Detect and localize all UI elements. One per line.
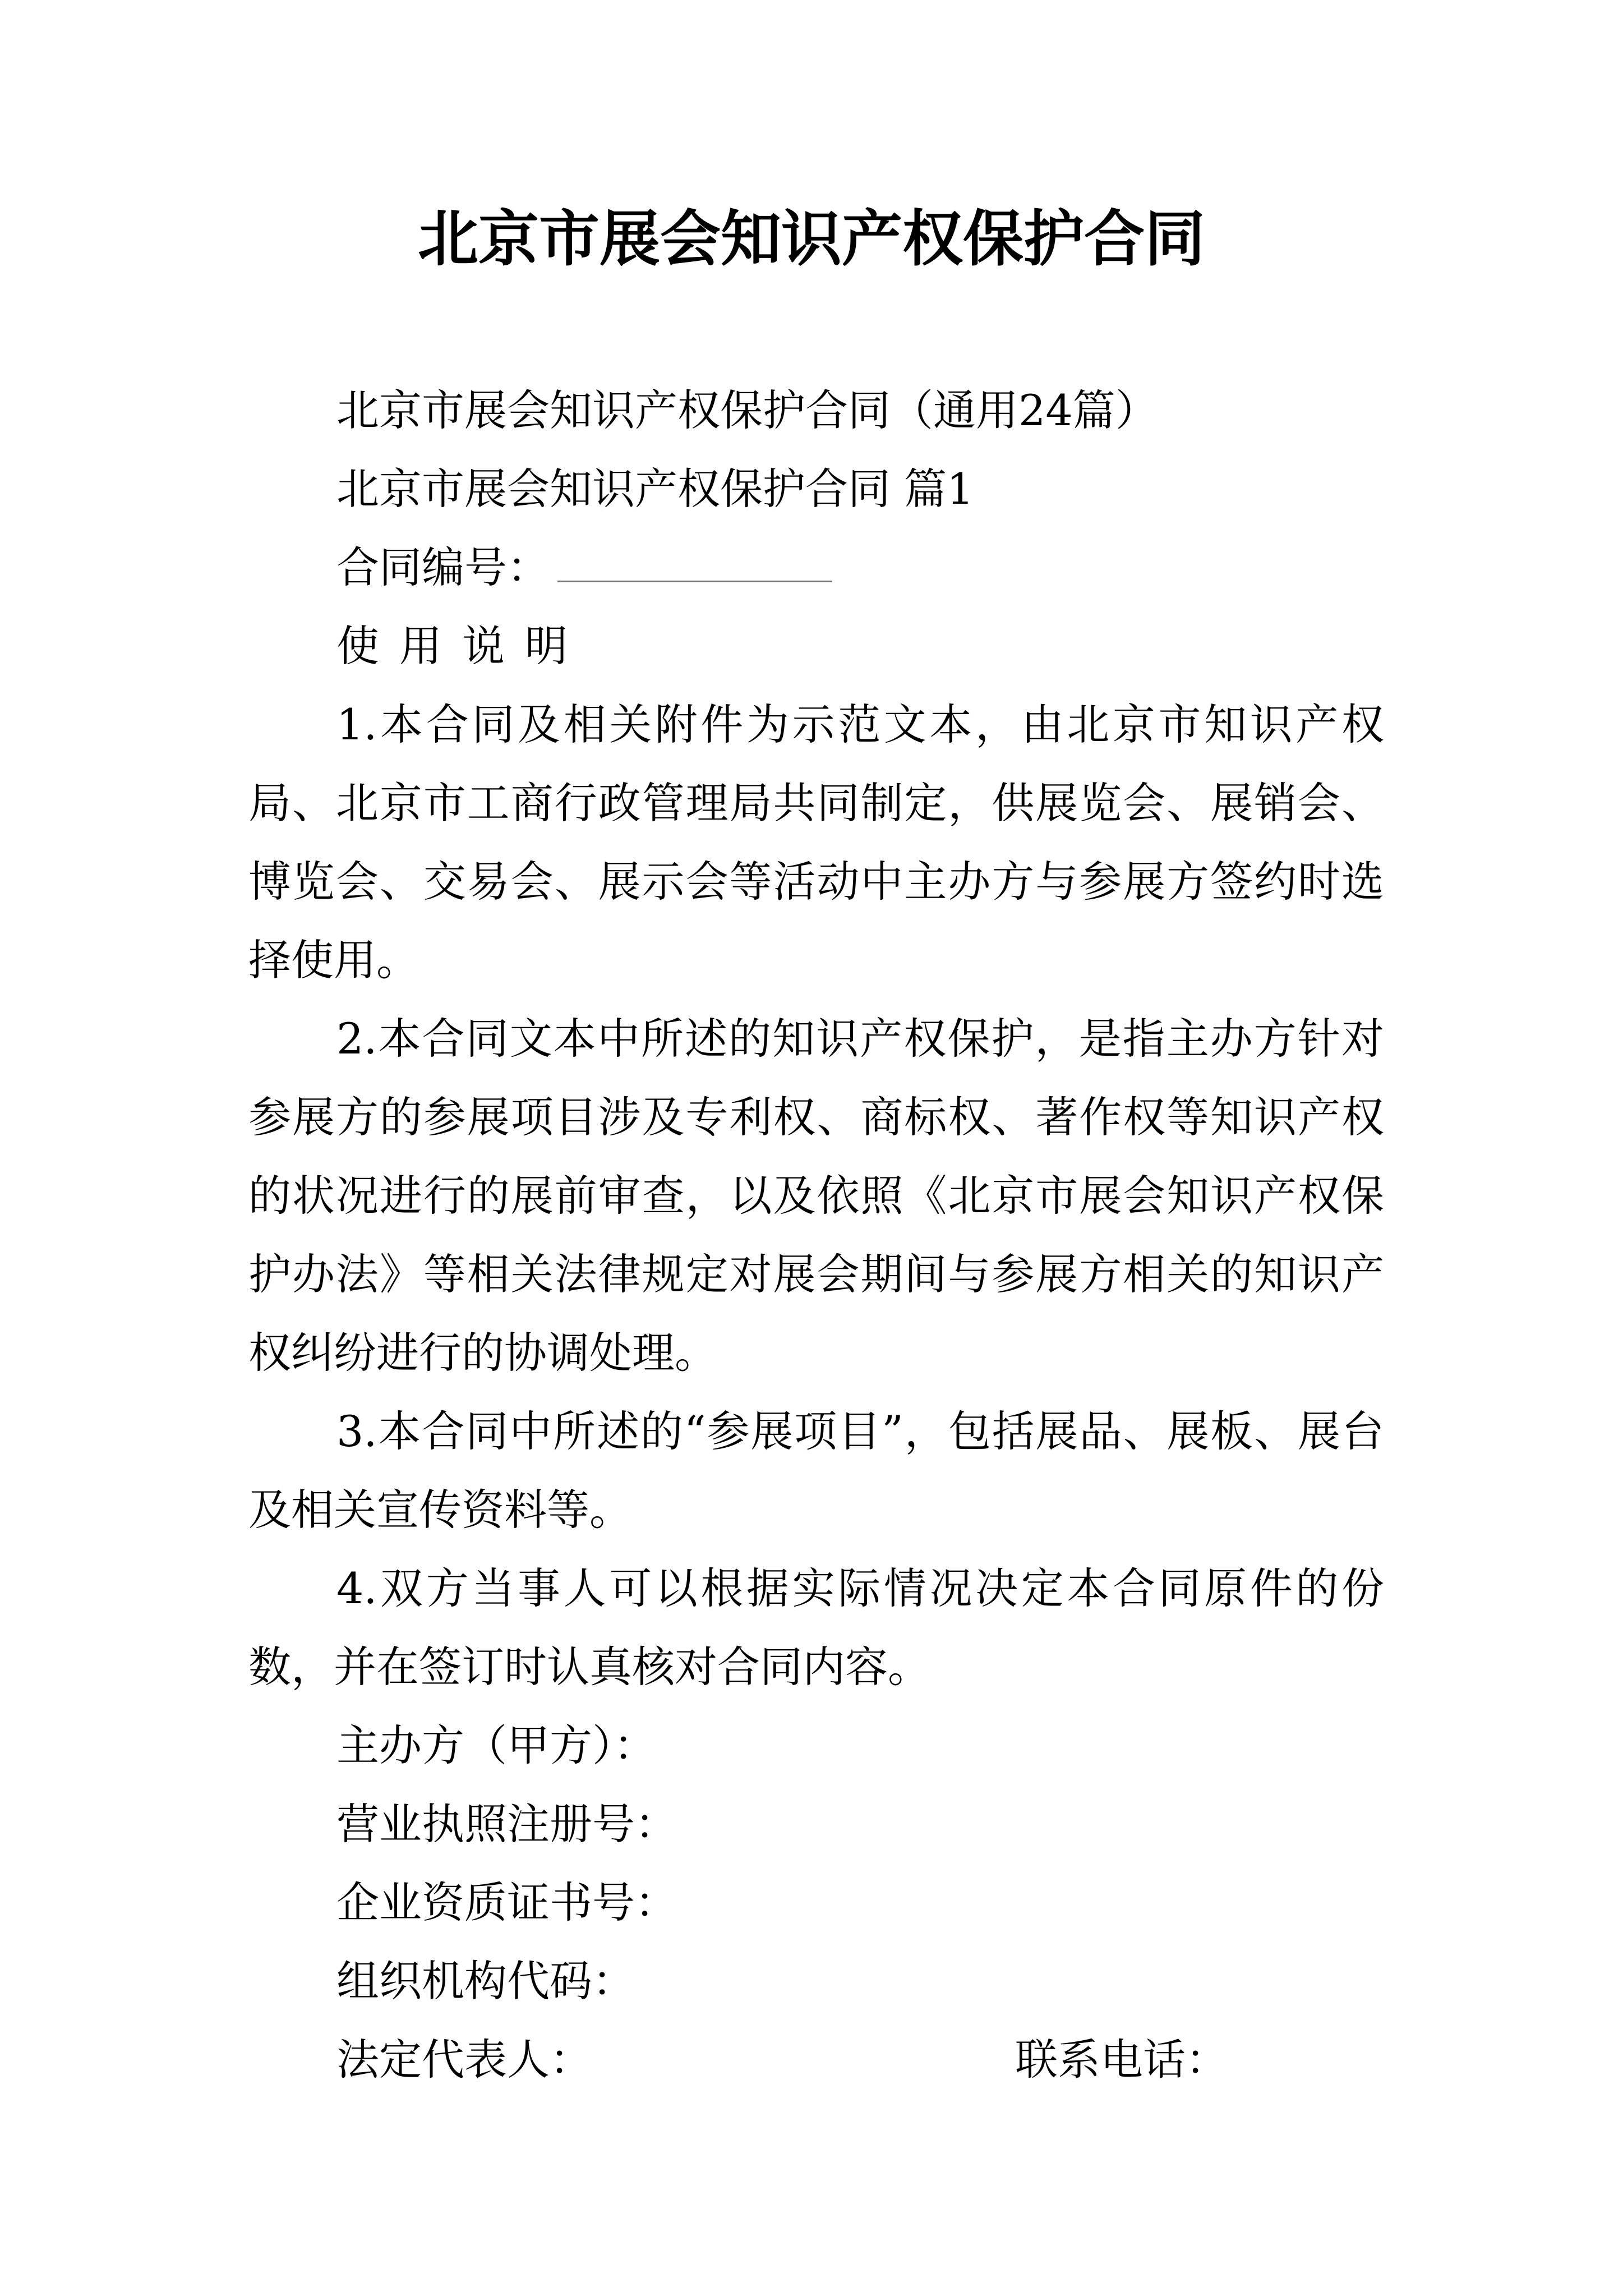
business-license-field: 营业执照注册号： — [336, 1799, 677, 1849]
contract-number-blank — [557, 577, 832, 582]
organizer-field: 主办方（甲方）： — [336, 1720, 656, 1770]
instructions-heading: 使用说明 — [336, 621, 588, 671]
qualification-cert-field: 企业资质证书号： — [336, 1878, 677, 1927]
instruction-paragraph-4: 4.双方当事人可以根据实际情况决定本合同原件的份数，并在签订时认真核对合同内容。 — [248, 1563, 1384, 1692]
legal-rep-field: 法定代表人： — [336, 2035, 592, 2085]
instruction-paragraph-3: 3.本合同中所述的“参展项目”，包括展品、展板、展台及相关宣传资料等。 — [248, 1406, 1384, 1535]
instruction-paragraph-1: 1.本合同及相关附件为示范文本，由北京市知识产权局、北京市工商行政管理局共同制定，供展览会、展销会、博览会、交易会、展示会等活动中主办方与参展方签约时选择使用。 — [248, 700, 1384, 985]
contract-number-label: 合同编号： — [336, 542, 550, 592]
instruction-paragraph-2: 2.本合同文本中所述的知识产权保护，是指主办方针对参展方的参展项目涉及专利权、商标权、著作权等知识产权的状况进行的展前审查，以及依照《北京市展会知识产权保护办法》等相关法律规定对展会期间与参展方相关的知识产权纠纷进行的协调处理。 — [248, 1014, 1384, 1378]
document-title: 北京市展会知识产权保护合同 — [417, 204, 1205, 274]
section-heading: 北京市展会知识产权保护合同 篇1 — [336, 464, 974, 514]
contract-number-row — [336, 528, 832, 607]
document-subtitle: 北京市展会知识产权保护合同（通用24篇） — [336, 385, 1158, 435]
phone-field: 联系电话： — [1015, 2035, 1228, 2085]
org-code-field: 组织机构代码： — [336, 1956, 635, 2006]
